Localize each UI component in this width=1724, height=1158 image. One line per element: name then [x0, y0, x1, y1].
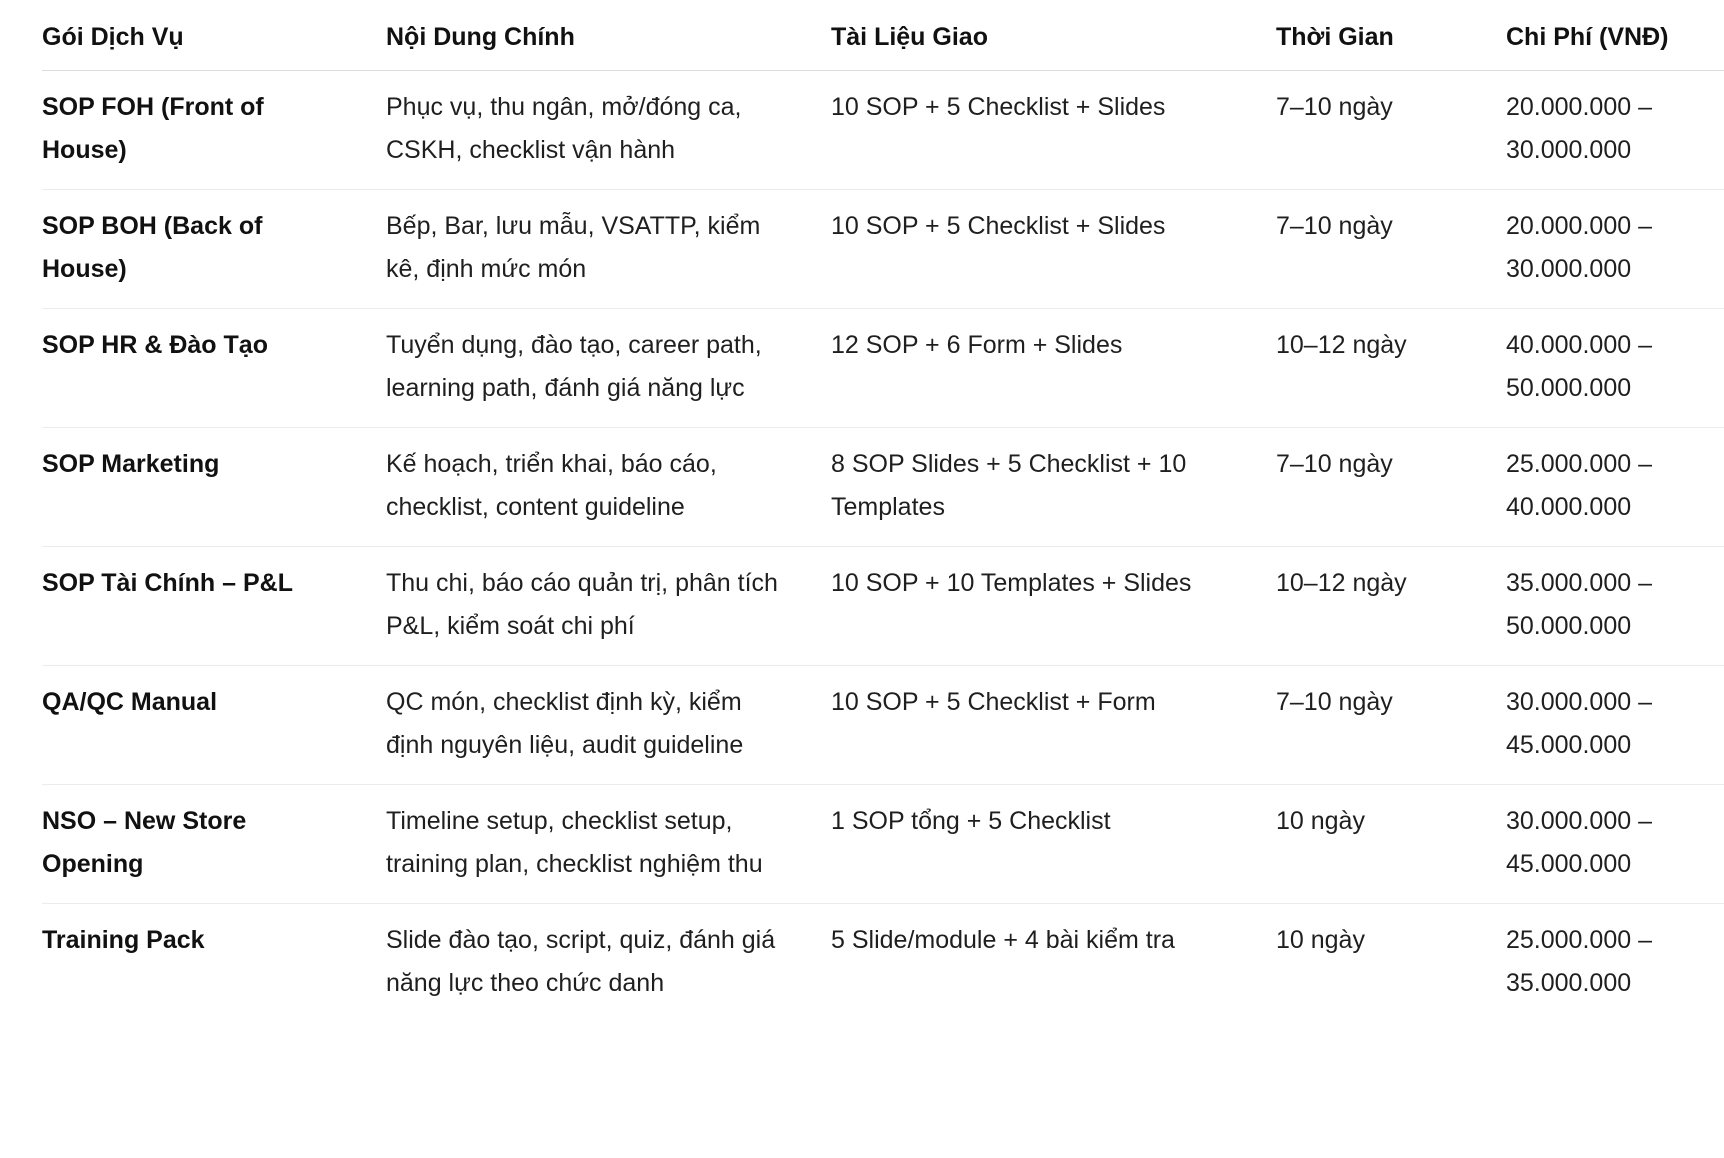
cell-cost [1506, 904, 1724, 1023]
cell-cost [1506, 785, 1724, 904]
cell-content [386, 785, 831, 904]
cell-deliverables-text: 10 SOP + 5 Checklist + Slides [831, 93, 1166, 121]
header-package [42, 0, 386, 71]
cell-deliverables-text: 10 SOP + 10 Templates + Slides [831, 569, 1192, 597]
cell-cost [1506, 547, 1724, 666]
cell-content [386, 904, 831, 1023]
cell-cost-text: 25.000.000 – 35.000.000 [1506, 926, 1652, 997]
cell-duration-text: 7–10 ngày [1276, 93, 1393, 121]
header-content-label: Nội Dung Chính [386, 22, 575, 51]
cell-package-text: SOP BOH (Back of House) [42, 212, 263, 283]
cell-cost-text: 20.000.000 – 30.000.000 [1506, 212, 1652, 283]
table-row [42, 904, 1724, 1023]
cell-cost [1506, 309, 1724, 428]
cell-cost [1506, 71, 1724, 190]
cell-duration [1276, 428, 1506, 547]
header-package-label: Gói Dịch Vụ [42, 22, 184, 51]
cell-duration-text: 10–12 ngày [1276, 569, 1407, 597]
cell-duration [1276, 785, 1506, 904]
cell-package [42, 904, 386, 1023]
table-row [42, 428, 1724, 547]
cell-deliverables-text: 5 Slide/module + 4 bài kiểm tra [831, 926, 1175, 954]
table-row [42, 309, 1724, 428]
cell-content-text: Tuyển dụng, đào tạo, career path, learning path, đánh giá năng lực [386, 331, 762, 402]
cell-cost [1506, 190, 1724, 309]
cell-package [42, 666, 386, 785]
header-duration-label: Thời Gian [1276, 22, 1394, 51]
cell-content-text: Timeline setup, checklist setup, training plan, checklist nghiệm thu [386, 807, 763, 878]
cell-duration [1276, 71, 1506, 190]
cell-deliverables-text: 10 SOP + 5 Checklist + Form [831, 688, 1156, 716]
cell-package [42, 547, 386, 666]
cell-deliverables [831, 666, 1276, 785]
cell-package [42, 71, 386, 190]
cell-deliverables-text: 1 SOP tổng + 5 Checklist [831, 807, 1111, 835]
service-table-container [42, 0, 1724, 1022]
cell-package-text: SOP Tài Chính – P&L [42, 569, 293, 597]
cell-content [386, 547, 831, 666]
header-cost-label: Chi Phí (VNĐ) [1506, 22, 1669, 51]
cell-package [42, 428, 386, 547]
cell-duration-text: 10 ngày [1276, 926, 1365, 954]
header-deliverables [831, 0, 1276, 71]
cell-deliverables [831, 547, 1276, 666]
table-header [42, 0, 1724, 71]
cell-deliverables [831, 904, 1276, 1023]
header-duration [1276, 0, 1506, 71]
cell-cost-text: 40.000.000 – 50.000.000 [1506, 331, 1652, 402]
cell-cost-text: 30.000.000 – 45.000.000 [1506, 807, 1652, 878]
cell-deliverables [831, 309, 1276, 428]
cell-cost-text: 25.000.000 – 40.000.000 [1506, 450, 1652, 521]
cell-content-text: Kế hoạch, triển khai, báo cáo, checklist, content guideline [386, 450, 717, 521]
cell-package-text: QA/QC Manual [42, 688, 218, 716]
cell-duration-text: 7–10 ngày [1276, 688, 1393, 716]
cell-package [42, 785, 386, 904]
cell-cost [1506, 666, 1724, 785]
table-row [42, 547, 1724, 666]
cell-cost [1506, 428, 1724, 547]
cell-content-text: QC món, checklist định kỳ, kiểm định nguyên liệu, audit guideline [386, 688, 744, 759]
cell-duration-text: 7–10 ngày [1276, 450, 1393, 478]
cell-content [386, 190, 831, 309]
cell-package-text: SOP HR & Đào Tạo [42, 331, 268, 359]
cell-deliverables [831, 428, 1276, 547]
cell-content [386, 309, 831, 428]
cell-deliverables [831, 71, 1276, 190]
cell-deliverables [831, 190, 1276, 309]
table-row [42, 71, 1724, 190]
cell-duration-text: 10 ngày [1276, 807, 1365, 835]
table-body [42, 71, 1724, 1023]
cell-package-text: SOP FOH (Front of House) [42, 93, 264, 164]
cell-duration-text: 10–12 ngày [1276, 331, 1407, 359]
cell-deliverables-text: 10 SOP + 5 Checklist + Slides [831, 212, 1166, 240]
cell-package [42, 309, 386, 428]
cell-content-text: Bếp, Bar, lưu mẫu, VSATTP, kiểm kê, định mức món [386, 212, 761, 283]
header-content [386, 0, 831, 71]
cell-cost-text: 20.000.000 – 30.000.000 [1506, 93, 1652, 164]
cell-duration [1276, 190, 1506, 309]
cell-cost-text: 35.000.000 – 50.000.000 [1506, 569, 1652, 640]
service-pricing-table [42, 0, 1724, 1022]
cell-content [386, 428, 831, 547]
table-row [42, 666, 1724, 785]
cell-content-text: Thu chi, báo cáo quản trị, phân tích P&L, kiểm soát chi phí [386, 569, 778, 640]
table-row [42, 190, 1724, 309]
cell-package-text: Training Pack [42, 926, 205, 954]
cell-content-text: Slide đào tạo, script, quiz, đánh giá năng lực theo chức danh [386, 926, 776, 997]
cell-deliverables-text: 12 SOP + 6 Form + Slides [831, 331, 1123, 359]
cell-cost-text: 30.000.000 – 45.000.000 [1506, 688, 1652, 759]
header-deliverables-label: Tài Liệu Giao [831, 22, 988, 51]
cell-content [386, 71, 831, 190]
header-row [42, 0, 1724, 71]
cell-package-text: SOP Marketing [42, 450, 220, 478]
cell-duration [1276, 309, 1506, 428]
cell-duration [1276, 666, 1506, 785]
cell-deliverables [831, 785, 1276, 904]
cell-duration [1276, 547, 1506, 666]
cell-content-text: Phục vụ, thu ngân, mở/đóng ca, CSKH, checklist vận hành [386, 93, 742, 164]
cell-duration-text: 7–10 ngày [1276, 212, 1393, 240]
cell-duration [1276, 904, 1506, 1023]
cell-package [42, 190, 386, 309]
table-row [42, 785, 1724, 904]
header-cost [1506, 0, 1724, 71]
cell-deliverables-text: 8 SOP Slides + 5 Checklist + 10 Templates [831, 450, 1187, 521]
cell-content [386, 666, 831, 785]
cell-package-text: NSO – New Store Opening [42, 807, 247, 878]
